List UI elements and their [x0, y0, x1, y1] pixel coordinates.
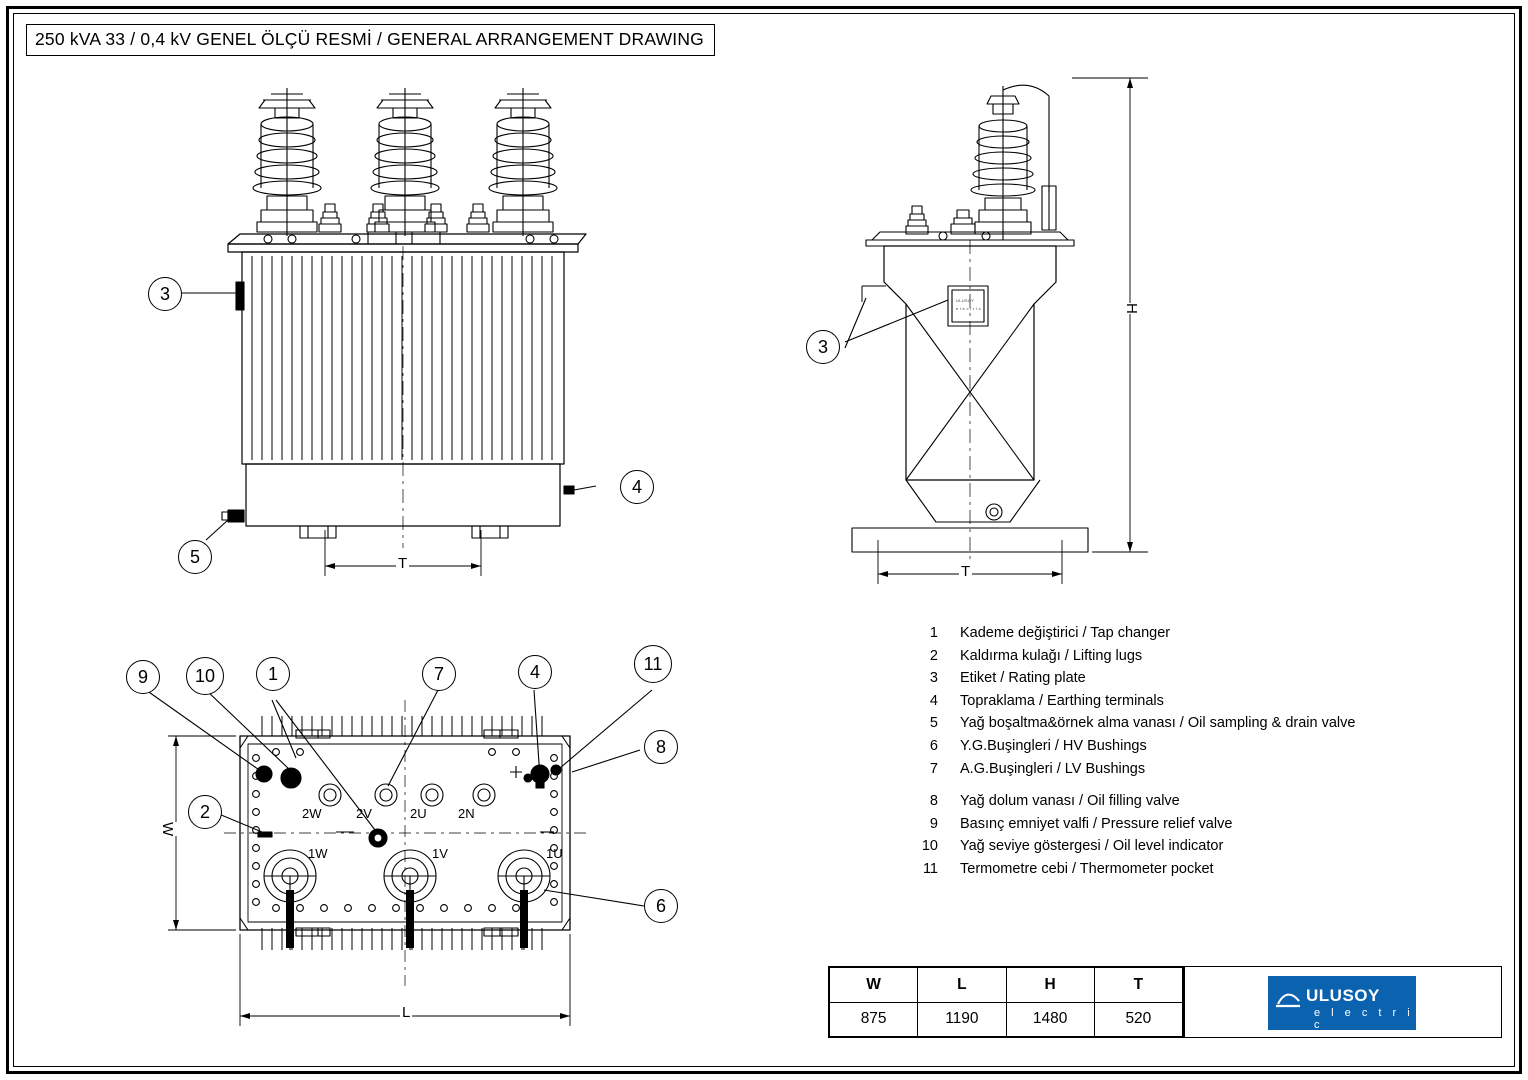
legend-item — [900, 835, 1420, 858]
legend-number: 1 — [929, 625, 938, 641]
legend-item — [900, 758, 1420, 781]
terminal-label-2U: 2U — [410, 806, 427, 821]
table-row — [830, 1002, 1183, 1037]
callout-front-3: 3 — [148, 277, 182, 311]
legend-text: Yağ boşaltma&örnek alma vanası / Oil sampling & drain valve — [960, 715, 1356, 732]
rating-plate-text: ULUSOY — [956, 298, 975, 303]
dim-label-top-W: W — [159, 822, 176, 837]
legend-text: Topraklama / Earthing terminals — [960, 692, 1164, 709]
legend-item — [900, 645, 1420, 668]
terminal-label-2W: 2W — [302, 806, 322, 821]
legend-item — [900, 735, 1420, 758]
table-header-cell: T — [1094, 968, 1182, 1003]
legend-item — [900, 813, 1420, 836]
legend-item — [900, 858, 1420, 881]
table-cell: 520 — [1094, 1002, 1182, 1037]
legend-number: 2 — [929, 647, 938, 664]
callout-top-9: 9 — [126, 660, 160, 694]
table-header-row — [830, 968, 1183, 1003]
legend-item — [900, 790, 1420, 813]
table-header-cell: W — [830, 968, 918, 1003]
legend-number: 7 — [929, 760, 938, 777]
legend-text: A.G.Buşingleri / LV Bushings — [960, 760, 1146, 777]
legend-number: 10 — [921, 838, 938, 855]
callout-front-5: 5 — [178, 540, 212, 574]
dim-label-side-T: T — [961, 563, 971, 580]
legend-item — [900, 667, 1420, 690]
dim-label-top-L: L — [402, 1004, 411, 1021]
legend-text: Yağ seviye göstergesi / Oil level indicator — [960, 838, 1224, 855]
legend-text: Y.G.Buşingleri / HV Bushings — [960, 737, 1147, 754]
table-cell: 1480 — [1006, 1002, 1094, 1037]
legend-number: 4 — [929, 692, 938, 709]
terminal-label-1U: 1U — [546, 846, 563, 861]
dim-label-front-T: T — [398, 555, 408, 572]
legend-item — [900, 622, 1420, 645]
callout-front-4: 4 — [620, 470, 654, 504]
callout-top-1: 1 — [256, 657, 290, 691]
terminal-label-2N: 2N — [458, 806, 475, 821]
callout-top-10: 10 — [186, 657, 224, 695]
legend-text: Etiket / Rating plate — [960, 670, 1086, 687]
callout-top-6: 6 — [644, 889, 678, 923]
page-title: 250 kVA 33 / 0,4 kV GENEL ÖLÇÜ RESMİ / GENERAL ARRANGEMENT DRAWING — [26, 24, 715, 56]
table-header-cell: H — [1006, 968, 1094, 1003]
legend-number: 6 — [929, 737, 938, 754]
legend-text: Kaldırma kulağı / Lifting lugs — [960, 647, 1143, 664]
sheet-border-inner — [13, 13, 1515, 1067]
dim-label-side-H: H — [1123, 303, 1140, 314]
terminal-label-1W: 1W — [308, 846, 328, 861]
legend-number: 3 — [929, 670, 938, 687]
callout-top-2: 2 — [188, 795, 222, 829]
legend-number: 8 — [929, 793, 938, 810]
swoosh-icon — [1274, 988, 1302, 1012]
terminal-label-2V: 2V — [356, 806, 372, 821]
table-header-cell: L — [918, 968, 1006, 1003]
legend-list — [900, 622, 1420, 881]
company-logo — [1268, 976, 1416, 1030]
legend-item — [900, 712, 1420, 735]
rating-plate-subtext: e l e c t r i c — [956, 306, 981, 311]
dimensions-table — [828, 966, 1184, 1038]
legend-text: Basınç emniyet valfi / Pressure relief valve — [960, 815, 1233, 832]
logo-name: ULUSOY — [1306, 986, 1380, 1005]
legend-text: Yağ dolum vanası / Oil filling valve — [960, 793, 1180, 810]
logo-subtitle: e l e c t r i c — [1314, 1007, 1414, 1031]
legend-number: 11 — [922, 860, 938, 877]
legend-text: Kademe değiştirici / Tap changer — [960, 625, 1171, 641]
terminal-label-1V: 1V — [432, 846, 448, 861]
callout-top-8: 8 — [644, 730, 678, 764]
table-cell: 1190 — [918, 1002, 1006, 1037]
callout-top-11: 11 — [634, 645, 672, 683]
legend-text: Termometre cebi / Thermometer pocket — [960, 860, 1214, 877]
legend-item — [900, 690, 1420, 713]
legend-number: 9 — [929, 815, 938, 832]
table-cell: 875 — [830, 1002, 918, 1037]
callout-side-3: 3 — [806, 330, 840, 364]
legend-spacer — [900, 780, 1420, 790]
callout-top-7: 7 — [422, 657, 456, 691]
callout-top-4: 4 — [518, 655, 552, 689]
legend-number: 5 — [929, 715, 938, 732]
